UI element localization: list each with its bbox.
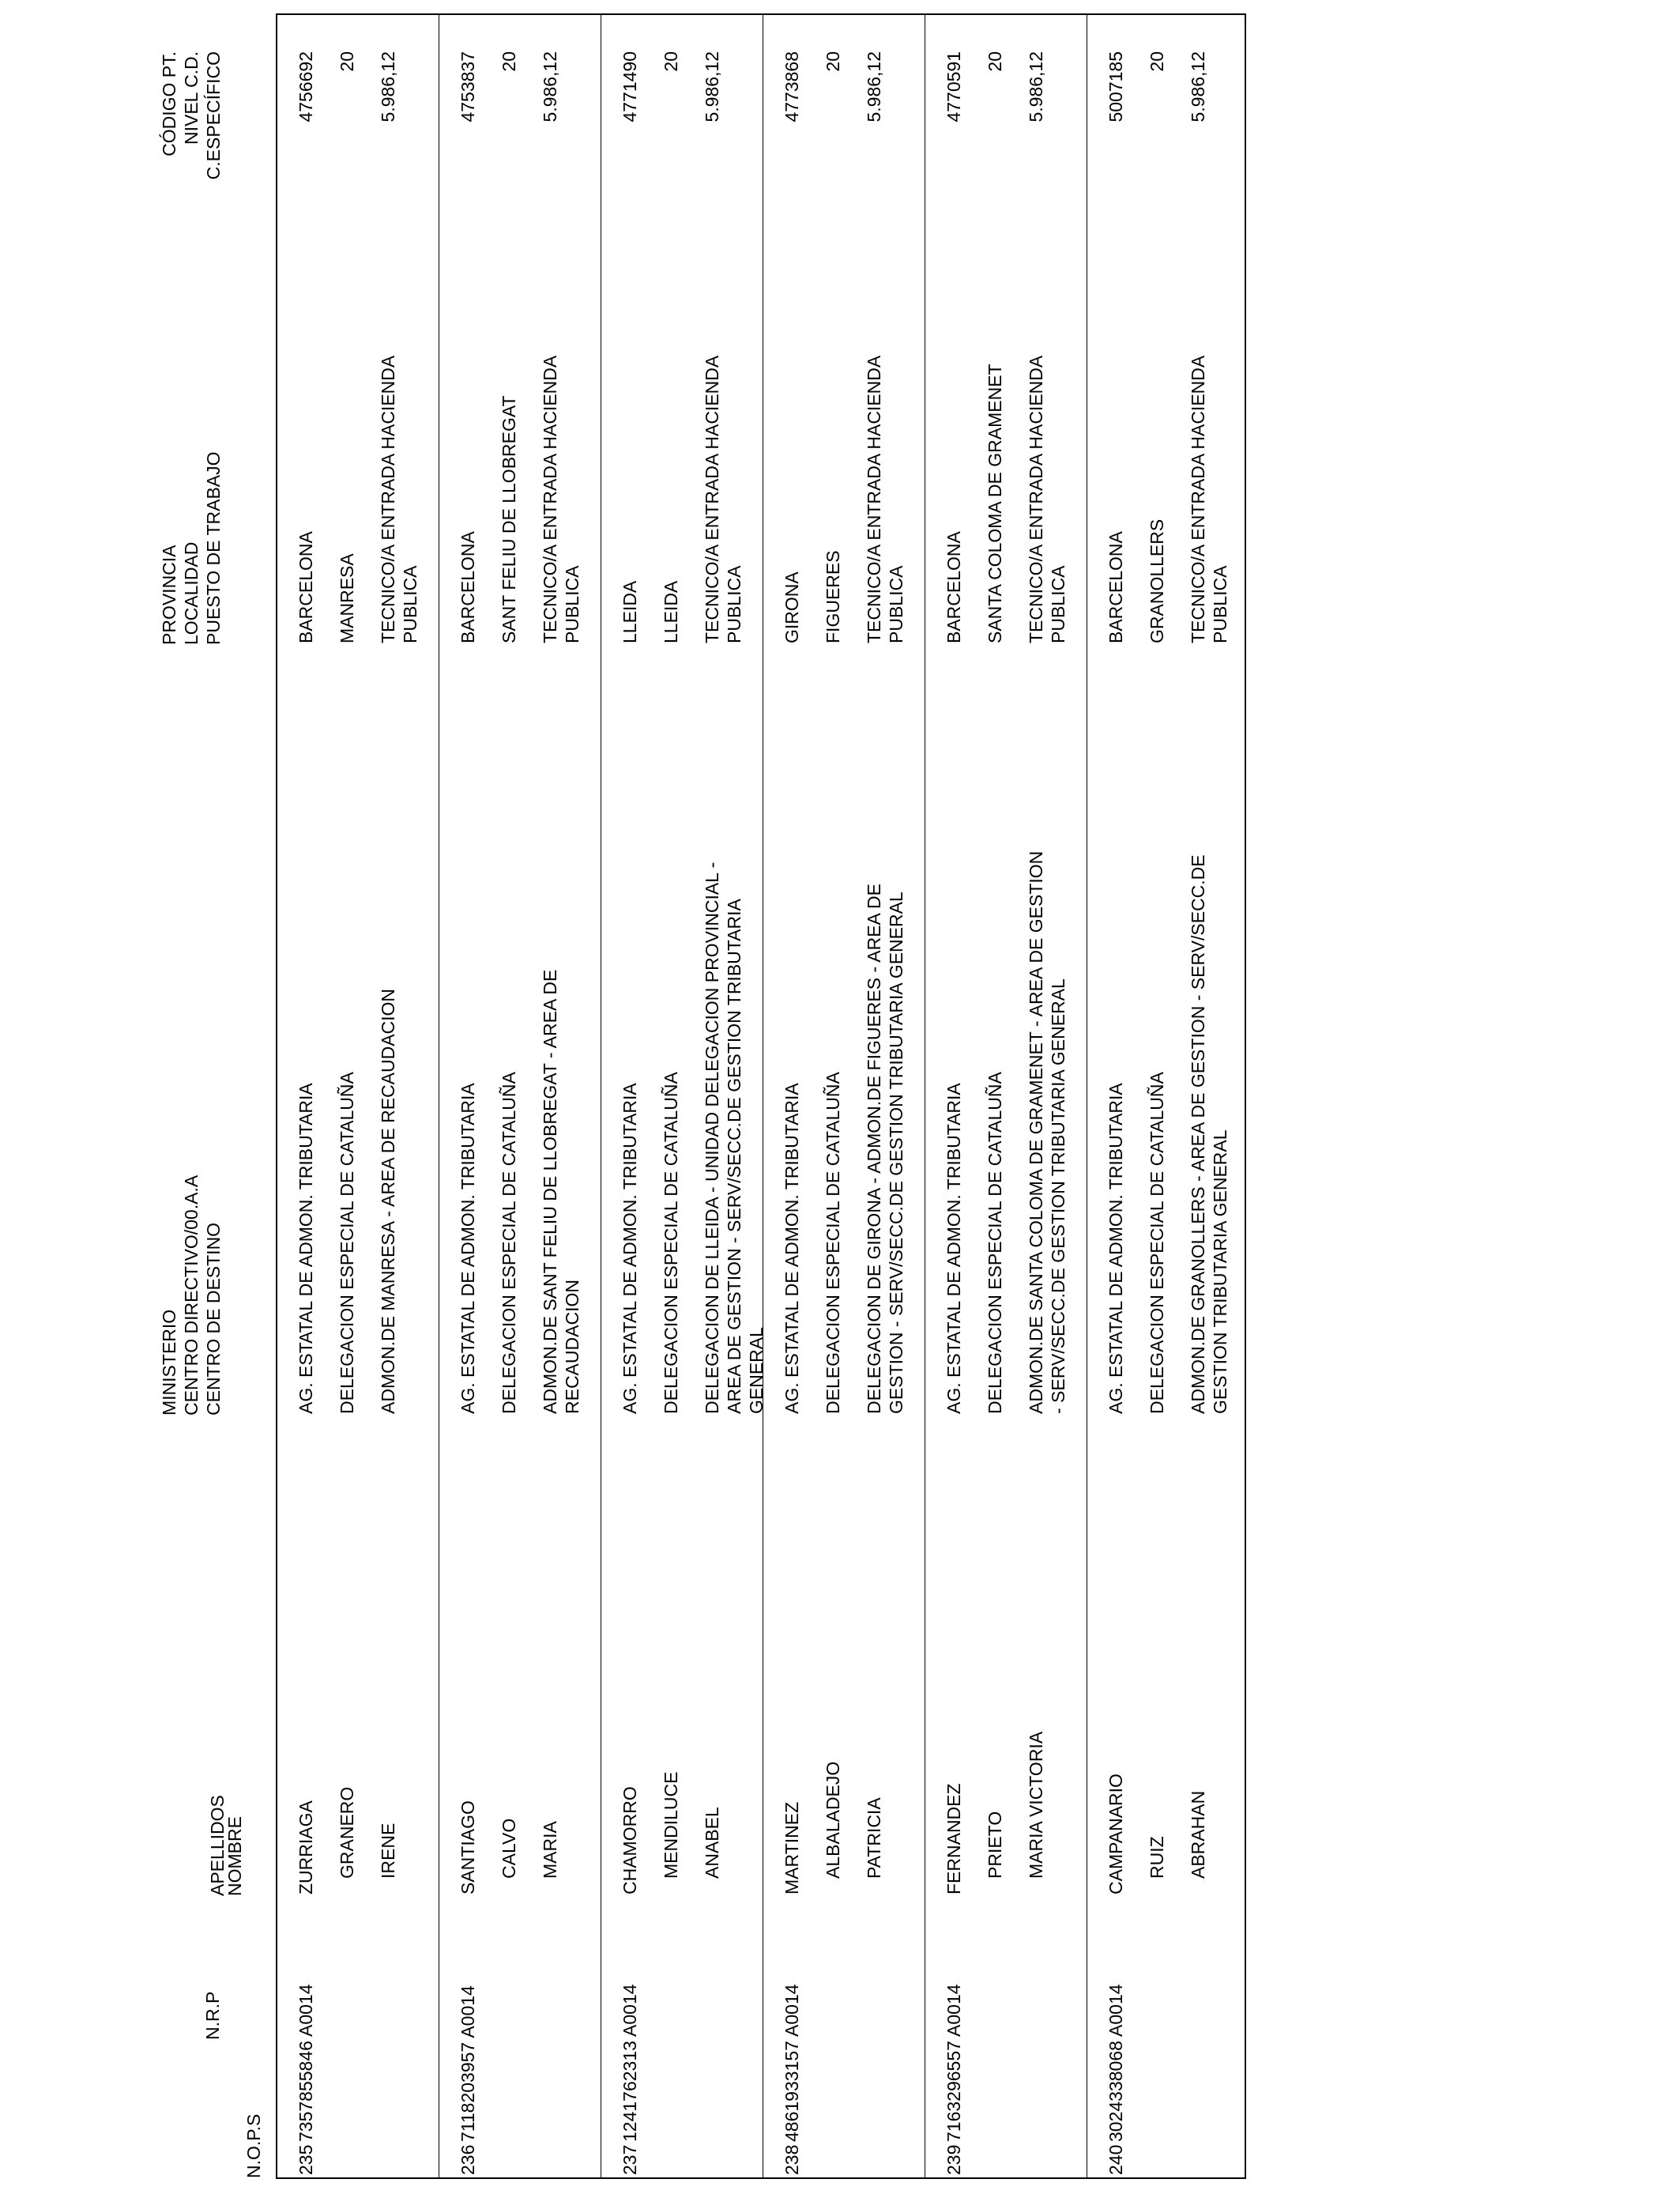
record-ministerio: AG. ESTATAL DE ADMON. TRIBUTARIA bbox=[620, 1083, 640, 1414]
record-apellido2: GRANERO bbox=[337, 1786, 357, 1879]
record-apellido2: ALBALADEJO bbox=[823, 1761, 843, 1879]
record-apellido1: SANTIAGO bbox=[458, 1800, 478, 1894]
record-ministerio: AG. ESTATAL DE ADMON. TRIBUTARIA bbox=[944, 1083, 964, 1414]
record-especifico: 5.986,12 bbox=[864, 51, 884, 123]
record-nrp: 1241762313 A0014 bbox=[620, 1984, 640, 2142]
record-nrp: 7163296557 A0014 bbox=[944, 1984, 964, 2142]
record-ministerio: AG. ESTATAL DE ADMON. TRIBUTARIA bbox=[782, 1083, 802, 1414]
record-codigo: 5007185 bbox=[1106, 51, 1126, 123]
record-puesto: TECNICO/A ENTRADA HACIENDA PUBLICA bbox=[864, 356, 907, 643]
record-provincia: BARCELONA bbox=[458, 531, 478, 643]
record-localidad: SANTA COLOMA DE GRAMENET bbox=[985, 364, 1005, 643]
record-localidad: SANT FELIU DE LLOBREGAT bbox=[499, 395, 519, 643]
record-especifico: 5.986,12 bbox=[378, 51, 398, 123]
record-especifico: 5.986,12 bbox=[1188, 51, 1208, 123]
record-localidad: LLEIDA bbox=[661, 580, 681, 643]
record-nops: 239 bbox=[944, 2144, 964, 2175]
record-236 bbox=[439, 15, 601, 2177]
record-codigo: 4773868 bbox=[782, 51, 802, 123]
record-nivel: 20 bbox=[661, 51, 681, 72]
header-nops: N.O.P.S bbox=[243, 2113, 264, 2178]
record-puesto: TECNICO/A ENTRADA HACIENDA PUBLICA bbox=[1188, 356, 1231, 643]
record-nivel: 20 bbox=[985, 51, 1005, 72]
record-apellido1: CHAMORRO bbox=[620, 1786, 640, 1894]
record-nops: 235 bbox=[296, 2144, 316, 2175]
record-provincia: GIRONA bbox=[782, 571, 802, 643]
record-codigo: 4753837 bbox=[458, 51, 478, 123]
record-apellido1: FERNANDEZ bbox=[944, 1783, 964, 1894]
record-nombre: MARIA bbox=[540, 1821, 560, 1879]
record-codigo: 4771490 bbox=[620, 51, 640, 123]
record-ministerio: AG. ESTATAL DE ADMON. TRIBUTARIA bbox=[458, 1083, 478, 1414]
record-nombre: ABRAHAN bbox=[1188, 1790, 1208, 1879]
record-provincia: BARCELONA bbox=[944, 531, 964, 643]
record-nombre: ANABEL bbox=[702, 1807, 722, 1879]
record-nops: 240 bbox=[1106, 2144, 1126, 2175]
record-apellido2: PRIETO bbox=[985, 1811, 1005, 1879]
record-puesto: TECNICO/A ENTRADA HACIENDA PUBLICA bbox=[702, 356, 745, 643]
header-puesto: PUESTO DE TRABAJO bbox=[203, 451, 224, 645]
record-puesto: TECNICO/A ENTRADA HACIENDA PUBLICA bbox=[540, 356, 583, 643]
record-nrp: 7357855846 A0014 bbox=[296, 1984, 316, 2142]
header-nombre: NOMBRE bbox=[224, 1816, 245, 1896]
record-codigo: 4770591 bbox=[944, 51, 964, 123]
record-nombre: IRENE bbox=[378, 1823, 398, 1879]
record-especifico: 5.986,12 bbox=[702, 51, 722, 123]
record-239 bbox=[925, 15, 1087, 2177]
record-235 bbox=[277, 15, 439, 2177]
record-centro-destino: DELEGACION DE GIRONA - ADMON.DE FIGUERES - AREA DE GESTION - SERV/SECC.DE GESTION TRIBUTARIA GENERAL bbox=[864, 884, 907, 1414]
record-localidad: FIGUERES bbox=[823, 550, 843, 643]
record-nombre: PATRICIA bbox=[864, 1797, 884, 1879]
records-table bbox=[276, 13, 1246, 2179]
record-237 bbox=[601, 15, 767, 2177]
record-nivel: 20 bbox=[499, 51, 519, 72]
record-240 bbox=[1087, 15, 1245, 2177]
column-headers bbox=[0, 0, 277, 2194]
record-nombre: MARIA VICTORIA bbox=[1026, 1731, 1046, 1879]
record-nrp: 4861933157 A0014 bbox=[782, 1984, 802, 2142]
record-apellido2: MENDILUCE bbox=[661, 1771, 681, 1879]
record-nrp: 7118203957 A0014 bbox=[458, 1985, 478, 2142]
record-centro-directivo: DELEGACION ESPECIAL DE CATALUÑA bbox=[337, 1072, 357, 1414]
record-centro-directivo: DELEGACION ESPECIAL DE CATALUÑA bbox=[1147, 1072, 1167, 1414]
record-centro-directivo: DELEGACION ESPECIAL DE CATALUÑA bbox=[823, 1072, 843, 1414]
record-centro-destino: ADMON.DE MANRESA - AREA DE RECAUDACION bbox=[378, 988, 398, 1414]
record-puesto: TECNICO/A ENTRADA HACIENDA PUBLICA bbox=[378, 356, 421, 643]
record-apellido1: MARTINEZ bbox=[782, 1801, 802, 1894]
record-nops: 237 bbox=[620, 2144, 640, 2175]
record-centro-destino: ADMON.DE SANTA COLOMA DE GRAMENET - AREA DE GESTION - SERV/SECC.DE GESTION TRIBUTARIA GENERAL bbox=[1026, 850, 1069, 1414]
record-centro-directivo: DELEGACION ESPECIAL DE CATALUÑA bbox=[499, 1072, 519, 1414]
record-provincia: BARCELONA bbox=[1106, 531, 1126, 643]
header-localidad: LOCALIDAD bbox=[181, 541, 202, 645]
record-localidad: MANRESA bbox=[337, 553, 357, 643]
record-nivel: 20 bbox=[823, 51, 843, 72]
record-apellido1: ZURRIAGA bbox=[296, 1800, 316, 1894]
record-nivel: 20 bbox=[1147, 51, 1167, 72]
record-especifico: 5.986,12 bbox=[1026, 51, 1046, 123]
header-apellidos: APELLIDOS bbox=[207, 1795, 228, 1896]
record-nrp: 3024338068 A0014 bbox=[1106, 1984, 1126, 2142]
record-centro-destino: ADMON.DE GRANOLLERS - AREA DE GESTION - SERV/SECC.DE GESTION TRIBUTARIA GENERAL bbox=[1188, 854, 1231, 1414]
header-centro-directivo: CENTRO DIRECTIVO/00.A.A bbox=[181, 1174, 202, 1416]
header-ministerio: MINISTERIO bbox=[159, 1309, 179, 1416]
header-nivel: NIVEL C.D. bbox=[181, 51, 202, 145]
record-puesto: TECNICO/A ENTRADA HACIENDA PUBLICA bbox=[1026, 356, 1069, 643]
record-ministerio: AG. ESTATAL DE ADMON. TRIBUTARIA bbox=[296, 1083, 316, 1414]
record-nops: 236 bbox=[458, 2144, 478, 2175]
record-centro-directivo: DELEGACION ESPECIAL DE CATALUÑA bbox=[985, 1072, 1005, 1414]
record-centro-directivo: DELEGACION ESPECIAL DE CATALUÑA bbox=[661, 1072, 681, 1414]
header-provincia: PROVINCIA bbox=[159, 545, 179, 645]
record-provincia: BARCELONA bbox=[296, 531, 316, 643]
record-provincia: LLEIDA bbox=[620, 580, 640, 643]
header-especifico: C.ESPECÍFICO bbox=[203, 51, 224, 180]
record-centro-destino: ADMON.DE SANT FELIU DE LLOBREGAT - AREA DE RECAUDACION bbox=[540, 969, 583, 1414]
record-localidad: GRANOLLERS bbox=[1147, 518, 1167, 643]
header-codigo: CÓDIGO PT. bbox=[159, 51, 179, 156]
record-apellido2: RUIZ bbox=[1147, 1836, 1167, 1879]
record-ministerio: AG. ESTATAL DE ADMON. TRIBUTARIA bbox=[1106, 1083, 1126, 1414]
record-apellido1: CAMPANARIO bbox=[1106, 1774, 1126, 1894]
header-nrp: N.R.P bbox=[202, 1991, 223, 2040]
record-nops: 238 bbox=[782, 2144, 802, 2175]
record-nivel: 20 bbox=[337, 51, 357, 72]
record-especifico: 5.986,12 bbox=[540, 51, 560, 123]
record-centro-destino: DELEGACION DE LLEIDA - UNIDAD DELEGACION PROVINCIAL - AREA DE GESTION - SERV/SECC.DE GESTION TRIBUTARIA GENERAL bbox=[702, 861, 767, 1414]
record-238 bbox=[763, 15, 925, 2177]
header-centro-destino: CENTRO DE DESTINO bbox=[203, 1222, 224, 1416]
record-codigo: 4756692 bbox=[296, 51, 316, 123]
record-apellido2: CALVO bbox=[499, 1818, 519, 1879]
